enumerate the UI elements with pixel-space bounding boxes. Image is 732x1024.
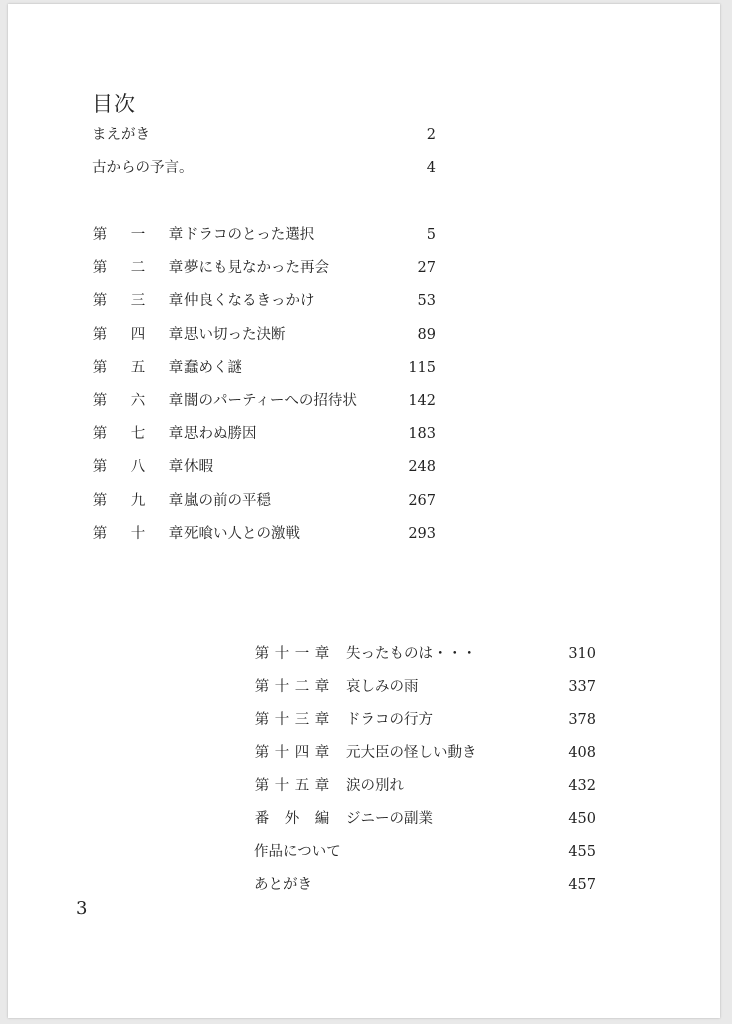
chapter-number-char: 章 xyxy=(168,525,184,542)
chapter-number xyxy=(254,808,330,830)
chapter-title: 嵐の前の平穏 xyxy=(184,492,271,509)
chapter-number-char: 五 xyxy=(130,359,146,376)
chapter-page: 267 xyxy=(408,492,436,509)
chapter-number-char: 第 xyxy=(92,260,108,277)
chapter-number-char: 四 xyxy=(130,326,146,343)
chapter-number xyxy=(92,523,184,545)
chapter-number-char: 十 xyxy=(274,679,290,695)
chapter-number-char: 二 xyxy=(294,679,310,695)
toc-entry xyxy=(254,709,596,731)
chapter-title: ジニーの副業 xyxy=(346,811,433,827)
toc-entry-prophecy xyxy=(92,157,436,179)
chapter-number-char: 三 xyxy=(130,293,146,310)
chapter-number-char: 第 xyxy=(92,227,108,243)
chapter-title: 哀しみの雨 xyxy=(346,679,419,695)
chapter-title: 休暇 xyxy=(184,459,213,476)
toc-entry xyxy=(254,808,596,830)
toc-entry xyxy=(254,775,596,797)
chapter-number-char: 十 xyxy=(274,712,290,728)
chapter-number xyxy=(92,290,184,312)
chapter-number xyxy=(92,423,184,445)
chapter-number-char: 章 xyxy=(168,227,184,243)
chapter-page: 337 xyxy=(568,679,596,695)
chapter-number-char: 章 xyxy=(314,745,330,761)
chapter-number-char: 章 xyxy=(168,459,184,476)
chapter-number-char: 二 xyxy=(130,260,146,277)
entry-name: あとがき xyxy=(254,877,312,893)
chapter-title: 闇のパーティーへの招待状 xyxy=(184,393,357,409)
entry-page: 455 xyxy=(568,844,596,860)
toc-entry xyxy=(92,224,436,246)
chapter-number-char: 一 xyxy=(294,646,310,662)
entry-page: 457 xyxy=(568,877,596,893)
chapter-title: ドラコのとった選択 xyxy=(184,227,315,243)
chapter-number-char: 十 xyxy=(274,745,290,761)
chapter-number-char: 八 xyxy=(130,459,146,476)
chapter-number-char: 第 xyxy=(92,293,108,310)
chapter-number-char: 章 xyxy=(168,393,184,409)
chapter-number-char: 章 xyxy=(314,679,330,695)
chapter-number-char: 九 xyxy=(130,492,146,509)
chapter-number xyxy=(92,390,184,412)
chapter-page: 142 xyxy=(408,393,436,409)
chapter-number-char: 章 xyxy=(168,293,184,310)
chapter-number-char: 七 xyxy=(130,426,146,443)
chapter-number-char: 第 xyxy=(92,426,108,443)
chapter-number-char: 外 xyxy=(284,811,300,827)
chapter-number-char: 章 xyxy=(168,359,184,376)
chapter-number-char: 第 xyxy=(254,778,270,794)
document-page xyxy=(8,4,720,1018)
chapter-page: 115 xyxy=(408,359,436,376)
chapter-title: 死喰い人との激戦 xyxy=(184,525,300,542)
chapter-number-char: 第 xyxy=(92,326,108,343)
toc-entry xyxy=(254,676,596,698)
chapter-page: 432 xyxy=(568,778,596,794)
toc-entry xyxy=(92,423,436,445)
chapter-number-char: 章 xyxy=(168,492,184,509)
chapter-number-char: 第 xyxy=(254,646,270,662)
chapter-number-char: 三 xyxy=(294,712,310,728)
chapter-number xyxy=(254,676,330,698)
chapter-number-char: 章 xyxy=(168,260,184,277)
chapter-page: 27 xyxy=(417,260,436,277)
chapter-page: 183 xyxy=(408,426,436,443)
toc-entry xyxy=(92,324,436,346)
entry-name: まえがき xyxy=(92,127,150,143)
chapter-page: 450 xyxy=(568,811,596,827)
chapter-title: 思わぬ勝因 xyxy=(184,426,257,443)
chapter-number-char: 番 xyxy=(254,811,270,827)
chapter-title: 涙の別れ xyxy=(346,778,404,794)
entry-name: 作品について xyxy=(254,844,341,860)
chapter-title: 夢にも見なかった再会 xyxy=(184,260,329,277)
chapter-number-char: 章 xyxy=(314,646,330,662)
chapter-title: 思い切った決断 xyxy=(184,326,286,343)
chapter-number-char: 第 xyxy=(254,745,270,761)
entry-page: 4 xyxy=(426,160,436,176)
entry-page: 2 xyxy=(426,127,436,143)
chapter-number-char: 一 xyxy=(130,227,146,243)
toc-entry xyxy=(92,390,436,412)
chapter-page: 53 xyxy=(417,293,436,310)
chapter-title: 仲良くなるきっかけ xyxy=(184,293,315,310)
toc-entry-afterword xyxy=(254,874,596,896)
toc-entry xyxy=(92,523,436,545)
chapter-title: 蠢めく謎 xyxy=(184,359,242,376)
chapter-number xyxy=(254,775,330,797)
toc-entry-about-work xyxy=(254,841,596,863)
chapter-page: 310 xyxy=(568,646,596,662)
chapter-number xyxy=(92,490,184,512)
chapter-page: 408 xyxy=(568,745,596,761)
chapter-number-char: 第 xyxy=(92,492,108,509)
chapter-number-char: 第 xyxy=(254,679,270,695)
chapter-number-char: 四 xyxy=(294,745,310,761)
chapter-number-char: 第 xyxy=(92,359,108,376)
chapter-number-char: 第 xyxy=(92,525,108,542)
chapter-page: 293 xyxy=(408,525,436,542)
chapter-page: 378 xyxy=(568,712,596,728)
chapter-title: ドラコの行方 xyxy=(346,712,433,728)
chapter-number-char: 十 xyxy=(130,525,146,542)
toc-entry-preface xyxy=(92,124,436,146)
chapter-number xyxy=(92,324,184,346)
page-number: 3 xyxy=(76,898,88,919)
chapter-number xyxy=(254,742,330,764)
chapter-number xyxy=(254,709,330,731)
chapter-number-char: 六 xyxy=(130,393,146,409)
entry-name: 古からの予言。 xyxy=(92,160,194,176)
chapter-number-char: 章 xyxy=(168,326,184,343)
chapter-number xyxy=(92,224,184,246)
chapter-number-char: 章 xyxy=(314,778,330,794)
chapter-number-char: 第 xyxy=(254,712,270,728)
chapter-number xyxy=(92,456,184,478)
chapter-number-char: 章 xyxy=(168,426,184,443)
toc-entry xyxy=(92,257,436,279)
chapter-number-char: 第 xyxy=(92,459,108,476)
toc-title: 目次 xyxy=(92,92,136,116)
chapter-number-char: 十 xyxy=(274,646,290,662)
chapter-title: 元大臣の怪しい動き xyxy=(346,745,477,761)
toc-entry xyxy=(92,490,436,512)
chapter-number xyxy=(254,643,330,665)
chapter-number-char: 第 xyxy=(92,393,108,409)
chapter-number-char: 十 xyxy=(274,778,290,794)
toc-entry xyxy=(92,456,436,478)
chapter-number xyxy=(92,257,184,279)
chapter-page: 89 xyxy=(417,326,436,343)
chapter-page: 248 xyxy=(408,459,436,476)
chapter-number-char: 章 xyxy=(314,712,330,728)
chapter-page: 5 xyxy=(426,227,436,243)
toc-entry xyxy=(254,742,596,764)
chapter-number xyxy=(92,357,184,379)
toc-entry xyxy=(254,643,596,665)
chapter-number-char: 五 xyxy=(294,778,310,794)
toc-entry xyxy=(92,357,436,379)
chapter-number-char: 編 xyxy=(314,811,330,827)
toc-entry xyxy=(92,290,436,312)
chapter-title: 失ったものは・・・ xyxy=(346,646,477,662)
